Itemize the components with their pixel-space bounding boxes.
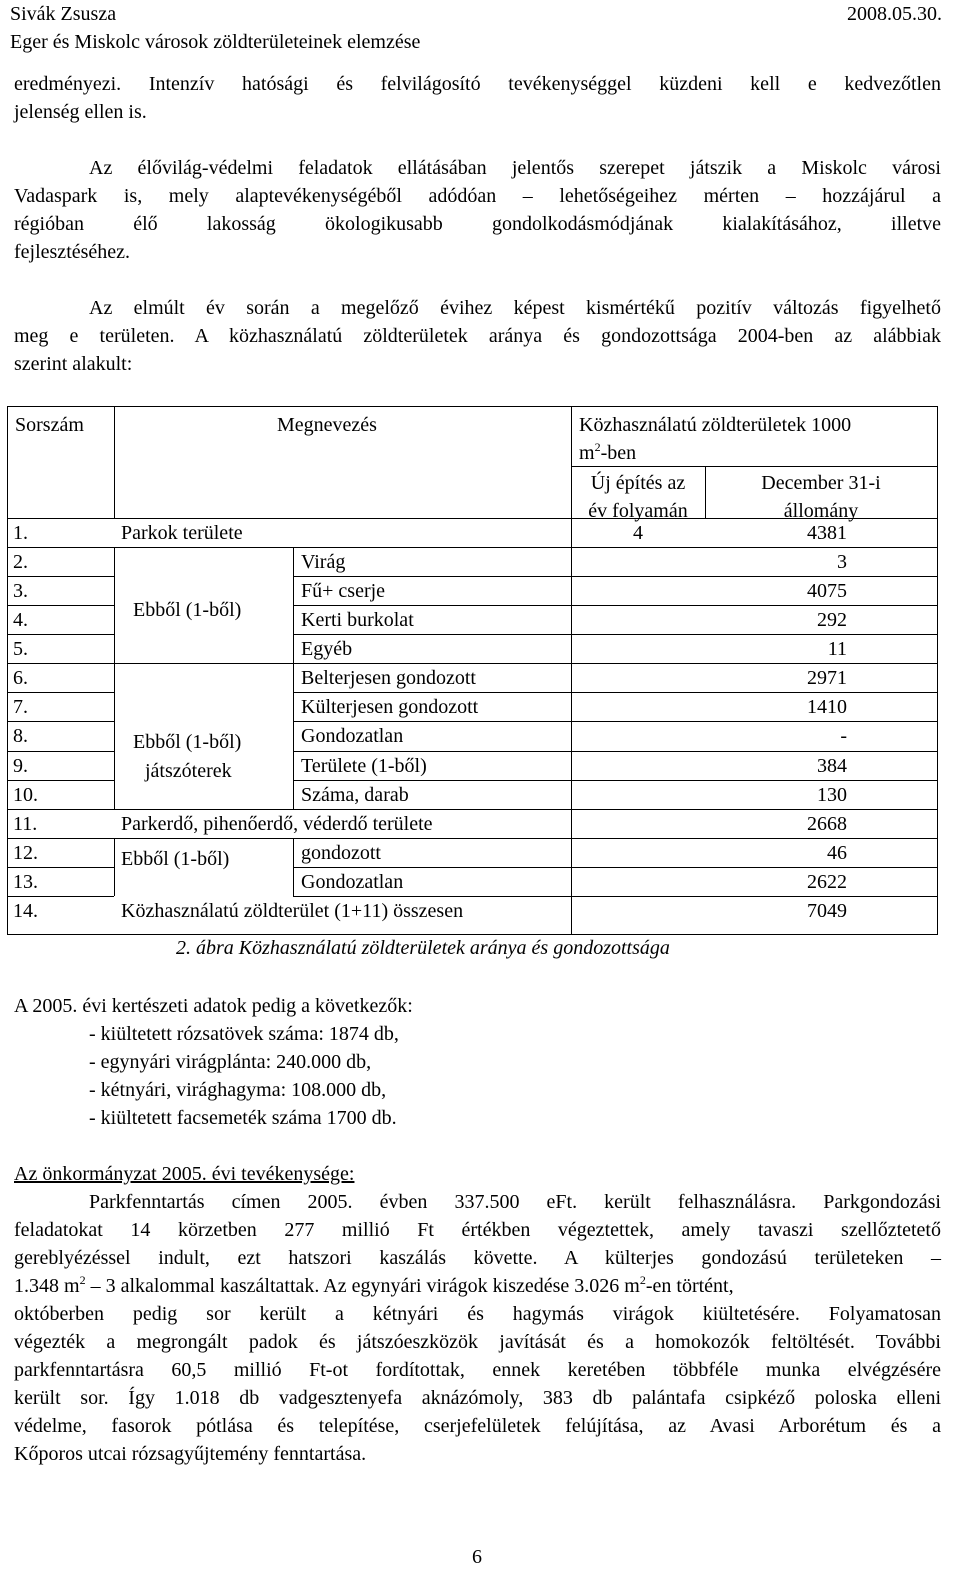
row-name: Gondozatlan bbox=[301, 725, 404, 748]
col-header-new-construction: Új építés az év folyamán bbox=[588, 472, 688, 522]
row-number: 12. bbox=[13, 841, 38, 864]
row-stock-value: 3 bbox=[837, 551, 847, 574]
row-name: Egyéb bbox=[301, 638, 353, 661]
body-line: Vadaspark is, mely alaptevékenységéből adódóan – lehetőségeihez mérten – hozzájárul a bbox=[14, 185, 941, 207]
row-number: 8. bbox=[13, 725, 28, 748]
body-line: védelme, fasorok pótlása és telepítése, cserjefelületek felújítása, az Avasi Arborétum és a bbox=[14, 1415, 941, 1437]
row-stock-value: 7049 bbox=[807, 899, 847, 922]
group-label-ebbol: Ebből (1-ből) bbox=[121, 848, 230, 870]
row-stock-value: 2668 bbox=[807, 812, 847, 835]
row-new-value: 4 bbox=[633, 522, 643, 544]
row-number: 14. bbox=[13, 899, 38, 922]
row-name: Virág bbox=[301, 551, 346, 574]
col-header-dec31-stock: December 31-i állomány bbox=[761, 472, 881, 522]
group-label-ebbol: Ebből (1-ből) bbox=[133, 599, 242, 621]
data-2005-intro: A 2005. évi kertészeti adatok pedig a következők: bbox=[14, 995, 413, 1017]
row-name: Fű+ cserje bbox=[301, 580, 386, 603]
body-line: jelenség ellen is. bbox=[14, 101, 147, 123]
row-number: 7. bbox=[13, 696, 28, 719]
row-name: gondozott bbox=[301, 841, 381, 864]
body-line: gereblyézéssel indult, ezt hatszori kaszálás követte. A külterjes gondozású területeken – bbox=[14, 1247, 941, 1269]
body-line: Parkfenntartás címen 2005. évben 337.500 eFt. került felhasználásra. Parkgondozási bbox=[89, 1191, 941, 1213]
row-stock-value: 1410 bbox=[807, 696, 847, 719]
body-line: került sor. Így 1.018 db vadgesztenyefa aknázómoly, 383 db palántafa csipkéző poloska elleni bbox=[14, 1387, 941, 1409]
header-title: Eger és Miskolc városok zöldterületeinek elemzése bbox=[10, 31, 421, 53]
body-line: Kőporos utcai rózsagyűjtemény fenntartása. bbox=[14, 1443, 367, 1465]
row-number: 4. bbox=[13, 609, 28, 632]
row-name: Száma, darab bbox=[301, 783, 409, 806]
row-number: 9. bbox=[13, 754, 28, 777]
row-stock-value: 384 bbox=[817, 754, 847, 777]
row-name: Belterjesen gondozott bbox=[301, 667, 476, 690]
list-item: - egynyári virágplánta: 240.000 db, bbox=[89, 1051, 372, 1073]
row-number: 10. bbox=[13, 783, 38, 806]
section-heading: Az önkormányzat 2005. évi tevékenysége: bbox=[14, 1163, 355, 1185]
row-stock-value: 4075 bbox=[807, 580, 847, 603]
row-number: 6. bbox=[13, 667, 28, 690]
body-line: októberben pedig sor került a kétnyári és hagymás virágok kiültetésére. Folyamatosan bbox=[14, 1303, 941, 1325]
col-header-unit: $m^2$-ben bbox=[579, 440, 637, 464]
row-name: Gondozatlan bbox=[301, 870, 404, 893]
row-name: Parkok területe bbox=[121, 522, 243, 544]
row-number: 1. bbox=[13, 522, 28, 544]
list-item: - kétnyári, virághagyma: 108.000 db, bbox=[89, 1079, 387, 1101]
row-name: Parkerdő, pihenőerdő, véderdő területe bbox=[121, 812, 433, 835]
table-caption: 2. ábra Közhasználatú zöldterületek aránya és gondozottsága bbox=[176, 937, 670, 959]
row-stock-value: 4381 bbox=[807, 522, 847, 544]
header-date: 2008.05.30. bbox=[847, 3, 942, 25]
page-number: 6 bbox=[472, 1546, 482, 1568]
body-line: szerint alakult: bbox=[14, 353, 133, 375]
group-label-jatszoterek: játszóterek bbox=[145, 760, 232, 782]
list-item: - kiültetett facsemeték száma 1700 db. bbox=[89, 1107, 397, 1129]
body-line: eredményezi. Intenzív hatósági és felvilágosító tevékenységgel küzdeni kell e kedvezőtlen bbox=[14, 73, 941, 95]
row-number: 3. bbox=[13, 580, 28, 603]
list-item: - kiültetett rózsatövek száma: 1874 db, bbox=[89, 1023, 399, 1045]
row-stock-value: 2971 bbox=[807, 667, 847, 690]
row-stock-value: 130 bbox=[817, 783, 847, 806]
body-line: parkfenntartásra 60,5 millió Ft-ot fordítottak, ennek keretében többféle munka elvégzésére bbox=[14, 1359, 941, 1381]
row-stock-value: 292 bbox=[817, 609, 847, 632]
row-number: 2. bbox=[13, 551, 28, 574]
body-line: meg e területen. A közhasználatú zöldterületek aránya és gondozottsága 2004-ben az alábbiak bbox=[14, 325, 941, 347]
row-name: Közhasználatú zöldterület (1+11) összesen bbox=[121, 899, 464, 922]
col-header-sorszam: Sorszám bbox=[15, 414, 84, 436]
row-name: Külterjesen gondozott bbox=[301, 696, 479, 719]
body-line: 1.348 $m^2 - 3$ alkalommal kaszáltattak. Az egynyári virágok kiszedése 3.026 $m^2-en$ történt, bbox=[14, 1273, 734, 1297]
group-label-ebbol: Ebből (1-ből) bbox=[133, 731, 242, 753]
green-area-table bbox=[7, 406, 953, 936]
body-line: régióban élő lakosság ökologikusabb gondolkodásmódjának kialakításához, illetve bbox=[14, 213, 941, 235]
row-stock-value: - bbox=[840, 725, 847, 748]
body-line: fejlesztéséhez. bbox=[14, 241, 131, 263]
row-number: 11. bbox=[13, 812, 38, 835]
row-name: Területe (1-ből) bbox=[301, 754, 427, 777]
col-header-megnevezes: Megnevezés bbox=[277, 414, 377, 436]
body-line: Az elmúlt év során a megelőző évihez képest kismértékű pozitív változás figyelhető bbox=[89, 297, 941, 319]
row-name: Kerti burkolat bbox=[301, 609, 414, 632]
body-line: Az élővilág-védelmi feladatok ellátásában jelentős szerepet játszik a Miskolc városi bbox=[89, 157, 941, 179]
body-line: feladatokat 14 körzetben 277 millió Ft értékben végeztettek, amely tavaszi szellőztetető bbox=[14, 1219, 941, 1241]
col-header-kozhasznalatu: Közhasználatú zöldterületek 1000 bbox=[579, 414, 852, 436]
row-number: 13. bbox=[13, 870, 38, 893]
row-stock-value: 11 bbox=[827, 638, 847, 661]
header-author: Sivák Zsusza bbox=[10, 3, 117, 25]
row-stock-value: 2622 bbox=[807, 870, 847, 893]
body-line: végezték a megrongált padok és játszóeszközök javítását és a homokozók feltöltését. További bbox=[14, 1331, 941, 1353]
row-stock-value: 46 bbox=[827, 841, 847, 864]
row-number: 5. bbox=[13, 638, 28, 661]
